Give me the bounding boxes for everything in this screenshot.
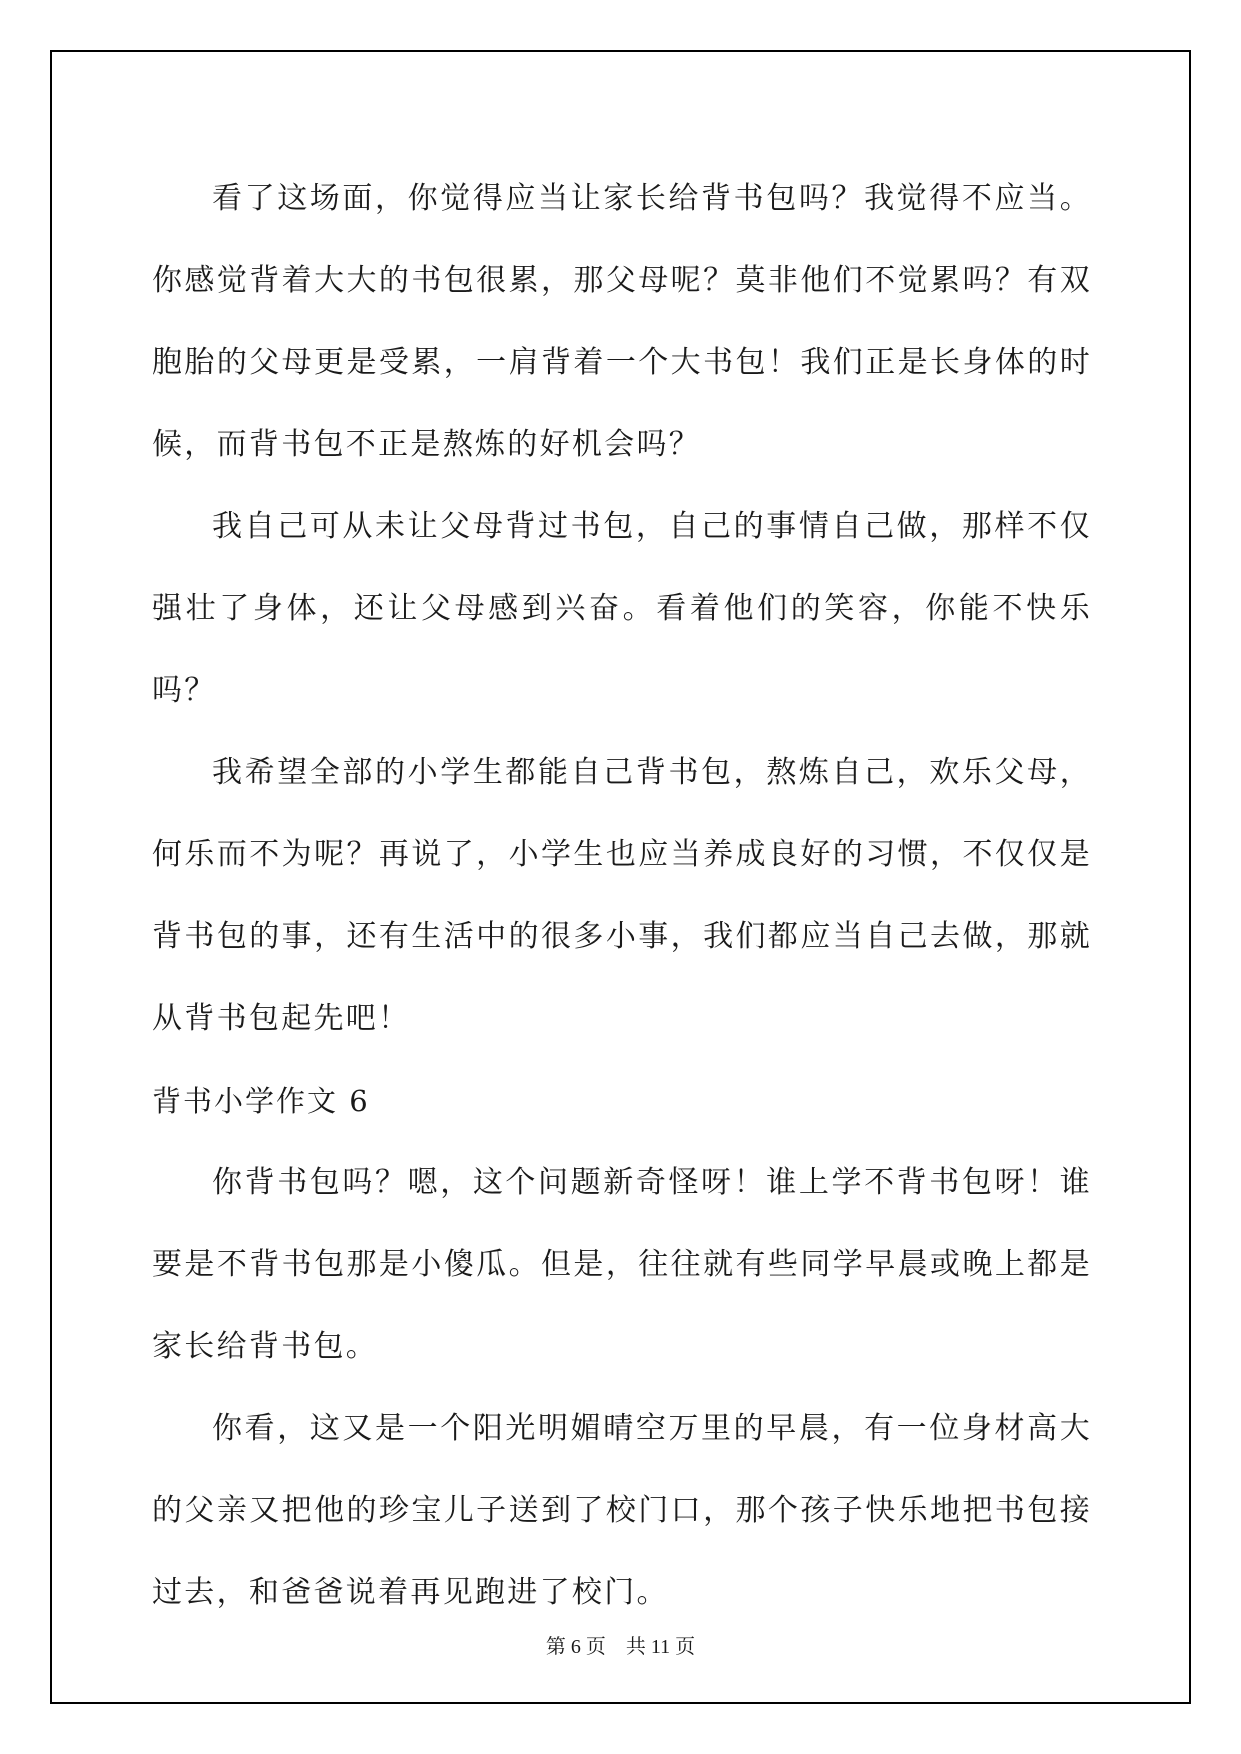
section-title: 背书小学作文 6	[152, 1084, 370, 1118]
paragraph: 你看，这又是一个阳光明媚晴空万里的早晨，有一位身材高大的父亲又把他的珍宝儿子送到了校门口，那个孩子快乐地把书包接过去，和爸爸说着再见跑进了校门。	[152, 1411, 1092, 1610]
document-body	[152, 158, 1092, 1634]
page-footer	[0, 1630, 1241, 1659]
paragraph: 你背书包吗？嗯，这个问题新奇怪呀！谁上学不背书包呀！谁要是不背书包那是小傻瓜。但是，往往就有些同学早晨或晚上都是家长给背书包。	[152, 1165, 1092, 1364]
paragraph: 看了这场面，你觉得应当让家长给背书包吗？我觉得不应当。你感觉背着大大的书包很累，那父母呢？莫非他们不觉累吗？有双胞胎的父母更是受累，一肩背着一个大书包！我们正是长身体的时候，而背书包不正是熬炼的好机会吗？	[152, 181, 1092, 462]
paragraph: 我希望全部的小学生都能自己背书包，熬炼自己，欢乐父母，何乐而不为呢？再说了，小学生也应当养成良好的习惯，不仅仅是背书包的事，还有生活中的很多小事，我们都应当自己去做，那就从背书包起先吧！	[152, 755, 1092, 1036]
total-pages: 共 11 页	[625, 1636, 696, 1658]
page-number: 第 6 页	[545, 1636, 606, 1658]
paragraph: 我自己可从未让父母背过书包，自己的事情自己做，那样不仅强壮了身体，还让父母感到兴奋。看着他们的笑容，你能不快乐吗？	[152, 509, 1092, 708]
